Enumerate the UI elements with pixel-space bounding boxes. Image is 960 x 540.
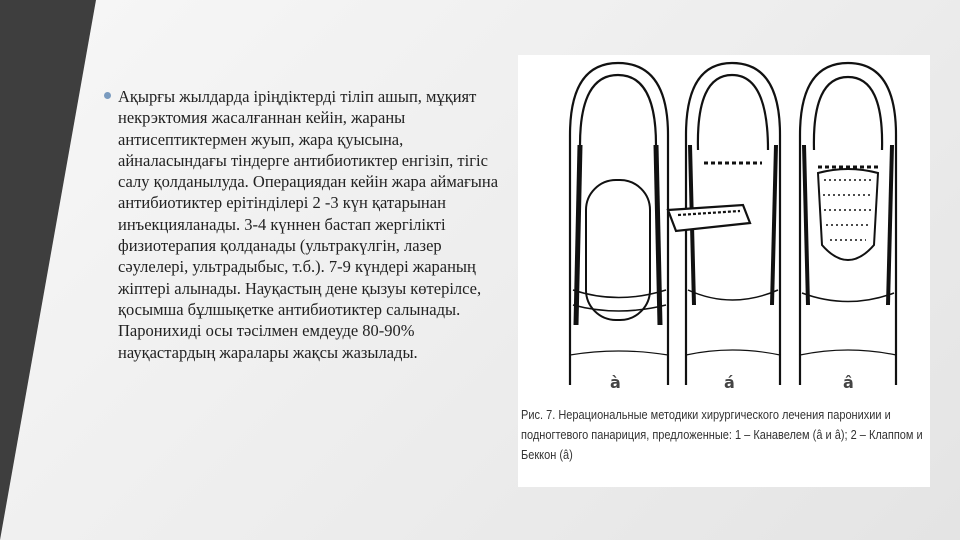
- body-text: Ақырғы жылдарда іріңдіктерді тіліп ашып, мұқият некрэктомия жасалғаннан кейін, жараны антисептиктермен жуып, жара қуысына, айналасындағы тіндерге антибиотиктер енгізіп, тігіс салу қолданылуда. Операциядан кейін жара аймағына антибиотиктер ерітінділері 2 -3 күн қатарынан инъекцияланады. 3-4 күннен бастап жергілікті физиотерапия қолданады (ультракүлгін, лазер сәулелері, ультрадыбыс, т.б.). 7-9 күндері жараның жіптері алынады. Науқастың дене қызуы көтерілсе, қосымша бұлшықетке антибиотиктер салынады. Паронихиді осы тәсілмен емдеуде 80-90% науқастардың жаралары жақсы жазылады.: [118, 87, 499, 362]
- bullet-icon: [104, 92, 111, 99]
- figure-caption: Рис. 7. Нерациональные методики хирургического лечения паронихии и подногтевого панариция, предложенные: 1 – Канавелем (â и â); 2 – Клаппом и Беккон (â): [521, 408, 923, 462]
- finger-illustration: [518, 55, 930, 395]
- decorative-stripe: [0, 0, 96, 540]
- figure-label-b: á: [724, 373, 735, 392]
- figure-label-c: â: [843, 373, 854, 392]
- figure-panel: [518, 55, 930, 487]
- figure-label-a: à: [610, 373, 621, 392]
